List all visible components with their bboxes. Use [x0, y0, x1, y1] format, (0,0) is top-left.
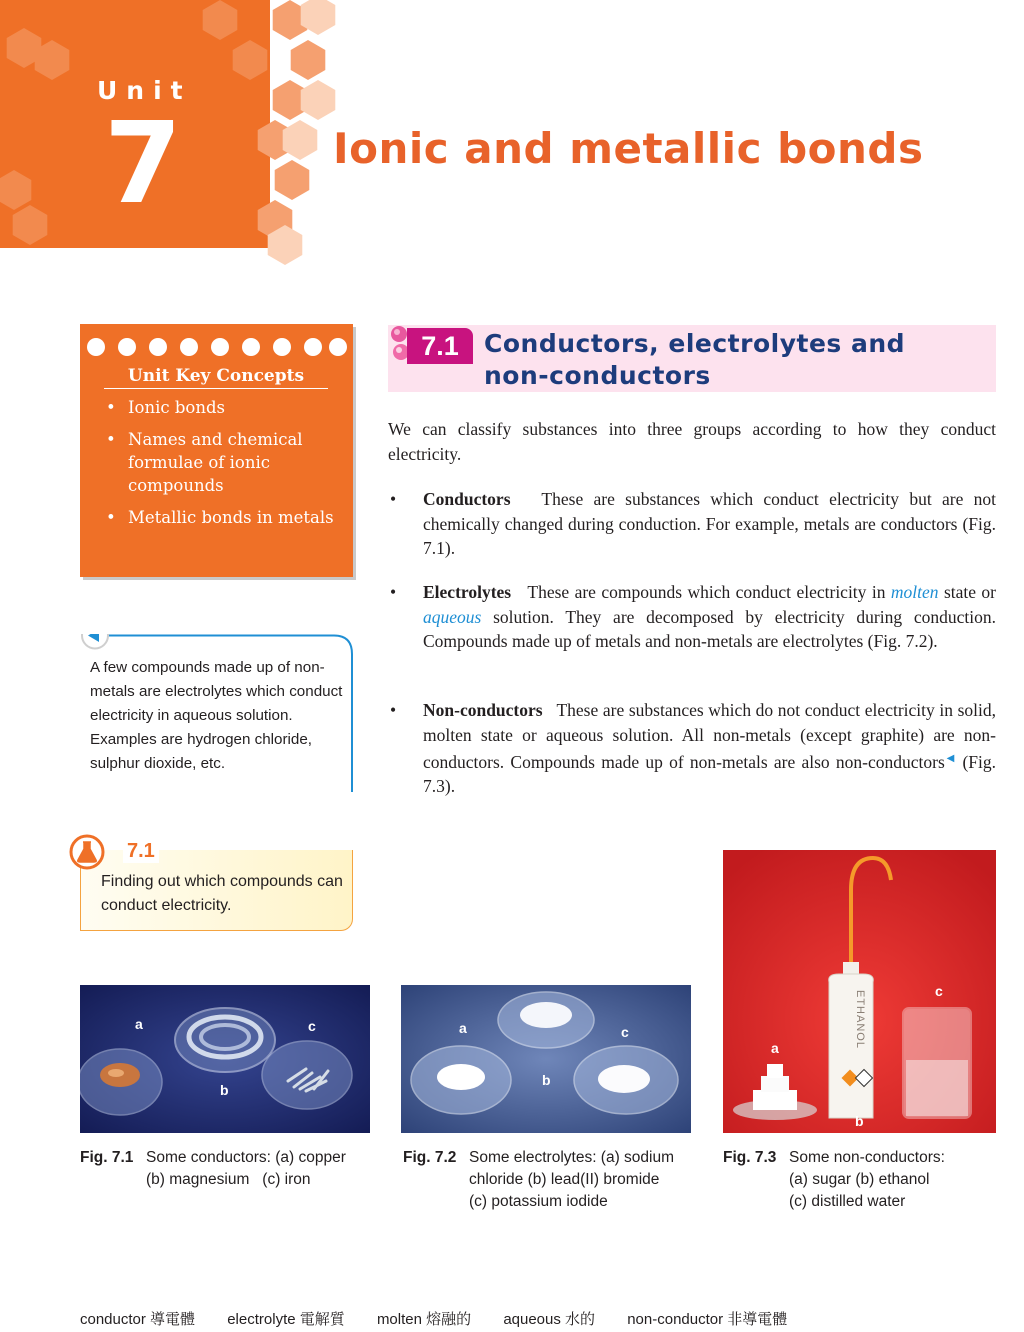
figure-7-2-photo	[401, 985, 691, 1133]
experiment-box[interactable]	[80, 840, 353, 931]
figure-7-1-caption	[80, 1147, 370, 1191]
figure-label: Fig. 7.2	[403, 1149, 457, 1166]
decorative-dots	[86, 336, 348, 358]
caption-line: (b) magnesium (c) iron	[146, 1171, 311, 1188]
photo-label-a: a	[771, 1040, 779, 1056]
key-concepts-box	[80, 324, 353, 577]
figure-7-1-photo	[80, 985, 370, 1133]
glossary-item: aqueous 水的	[503, 1311, 596, 1328]
non-conductors-text: These are substances which do not conduct electricity in solid, molten state or aqueous solution. All non-metals (except graphite) are non-conductors. Compounds made up of non-metals are also non-conductors	[423, 700, 997, 772]
key-concepts-list	[106, 396, 338, 538]
conductors-text: These are substances which conduct electricity but are not chemically changed during conduction. For example, metals are conductors (Fig. 7.1).	[423, 489, 997, 558]
glossary-item: electrolyte 電解質	[227, 1311, 345, 1328]
bullet-dot: •	[390, 489, 397, 509]
side-note	[80, 634, 353, 792]
intro-paragraph: We can classify substances into three groups according to how they conduct electricity.	[388, 419, 996, 464]
figure-7-3-caption	[723, 1147, 998, 1213]
photo-label-c: c	[621, 1024, 629, 1040]
key-concept-item: • Ionic bonds	[106, 396, 338, 419]
term-conductors: Conductors	[423, 489, 511, 509]
keyword-molten[interactable]: molten	[890, 582, 939, 602]
key-concepts-heading: Unit Key Concepts	[104, 366, 328, 389]
bullet-electrolytes	[388, 580, 996, 654]
section-title: Conductors, electrolytes and non-conductors	[484, 329, 906, 390]
caption-line: chloride (b) lead(II) bromide	[469, 1171, 660, 1188]
bottle-label: ETHANOL	[854, 990, 866, 1049]
glossary-footer	[80, 1308, 980, 1329]
experiment-number: 7.1	[123, 840, 159, 863]
term-electrolytes: Electrolytes	[423, 582, 512, 602]
unit-title: Ionic and metallic bonds	[333, 124, 924, 173]
electrolytes-text: solution. They are decomposed by electricity during conduction. Compounds made up of metals and non-metals are electrolytes (Fig. 7.2).	[423, 606, 997, 651]
side-note-text: A few compounds made up of non-metals are electrolytes which conduct electricity in aqueous solution. Examples are hydrogen chloride, sulphur dioxide, etc.	[90, 659, 343, 772]
figure-7-3-photo	[723, 850, 996, 1133]
unit-number: 7	[104, 99, 182, 229]
photo-label-b: b	[855, 1113, 864, 1129]
section-header	[388, 325, 996, 392]
key-concept-item: • Metallic bonds in metals	[106, 506, 338, 529]
photo-label-a: a	[459, 1020, 467, 1036]
photo-label-c: c	[935, 983, 943, 999]
unit-label: Unit	[97, 76, 192, 105]
note-marker-icon[interactable]: ◀	[944, 753, 957, 764]
photo-label-a: a	[135, 1016, 143, 1032]
caption-line: Some non-conductors:	[789, 1149, 945, 1166]
non-conductors-text: (Fig. 7.3).	[423, 751, 996, 797]
section-number: 7.1	[407, 328, 473, 364]
photo-label-b: b	[542, 1072, 551, 1088]
glossary-item: molten 熔融的	[376, 1311, 472, 1328]
key-concept-item: • Names and chemical formulae of ionic compounds	[106, 428, 338, 497]
glossary-item: conductor 導電體	[80, 1311, 196, 1328]
electrolytes-text: These are compounds which conduct electricity in	[527, 582, 886, 602]
figure-7-2-caption	[403, 1147, 695, 1213]
keyword-aqueous[interactable]: aqueous	[423, 606, 482, 627]
caption-line: (a) sugar (b) ethanol	[789, 1171, 930, 1188]
caption-line: Some electrolytes: (a) sodium	[469, 1149, 675, 1166]
caption-line: Some conductors: (a) copper	[146, 1149, 346, 1166]
term-non-conductors: Non-conductors	[423, 700, 543, 720]
bullet-dot: •	[390, 582, 397, 602]
bullet-non-conductors	[388, 698, 996, 799]
electrolytes-text: state or	[943, 582, 997, 602]
caption-line: (c) potassium iodide	[469, 1193, 608, 1210]
glossary-item: non-conductor 非導電體	[627, 1311, 788, 1328]
bullet-conductors	[388, 487, 996, 561]
experiment-text: Finding out which compounds can conduct electricity.	[101, 873, 343, 914]
figure-label: Fig. 7.1	[80, 1149, 134, 1166]
flask-icon	[69, 834, 105, 870]
photo-label-c: c	[308, 1018, 316, 1034]
photo-label-b: b	[220, 1082, 229, 1098]
caption-line: (c) distilled water	[789, 1193, 906, 1210]
figure-label: Fig. 7.3	[723, 1149, 777, 1166]
bullet-dot: •	[390, 700, 397, 720]
